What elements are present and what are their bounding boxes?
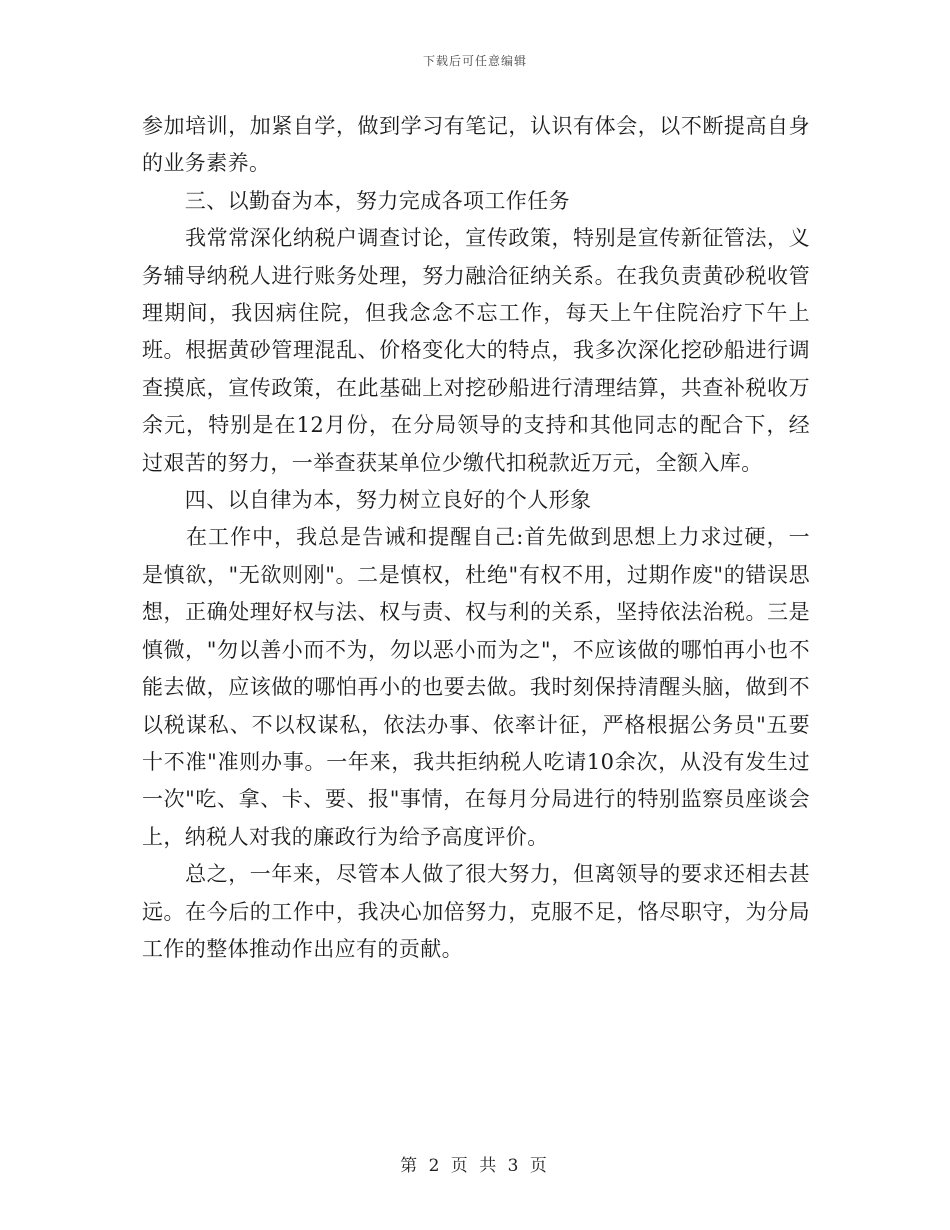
section-heading-4: 四、以自律为本，努力树立良好的个人形象: [142, 488, 592, 513]
paragraph-conclusion: 总之，一年来，尽管本人做了很大努力，但离领导的要求还相去甚远。在今后的工作中，我决心加倍努力，克服不足，恪尽职守，为分局工作的整体推动作出应有的贡献。: [142, 862, 810, 961]
page-footer: 第 2 页 共 3 页: [400, 1156, 550, 1176]
paragraph-tax-work: 我常常深化纳税户调查讨论，宣传政策，特别是宣传新征管法，义务辅导纳税人进行账务处理，努力融洽征纳关系。在我负责黄砂税收管理期间，我因病住院，但我念念不忘工作，每天上午住院治疗下午上班。根据黄砂管理混乱、价格变化大的特点，我多次深化挖砂船进行调查摸底，宣传政策，在此基础上对挖砂船进行清理结算，共查补税收万余元，特别是在12月份，在分局领导的支持和其他同志的配合下，经过艰苦的努力，一举查获某单位少缴代扣税款近万元，全额入库。: [142, 226, 810, 475]
section-heading-3: 三、以勤奋为本，努力完成各项工作任务: [142, 188, 570, 213]
paragraph-continuation: 参加培训，加紧自学，做到学习有笔记，认识有体会，以不断提高自身的业务素养。: [142, 114, 810, 176]
paragraph-self-discipline: 在工作中，我总是告诫和提醒自己:首先做到思想上力求过硬，一是慎欲，"无欲则刚"。二是慎权，杜绝"有权不用，过期作废"的错误思想，正确处理好权与法、权与责、权与利的关系，坚持依法治税。三是慎微，"勿以善小而不为，勿以恶小而为之"，不应该做的哪怕再小也不能去做，应该做的哪怕再小的也要去做。我时刻保持清醒头脑，做到不以税谋私、不以权谋私，依法办事、依率计征，严格根据公务员"五要十不准"准则办事。一年来，我共拒纳税人吃请10余次，从没有发生过一次"吃、拿、卡、要、报"事情，在每月分局进行的特别监察员座谈会上，纳税人对我的廉政行为给予高度评价。: [142, 525, 810, 849]
page-header: 下载后可任意编辑: [422, 54, 527, 68]
document-body: [142, 108, 810, 968]
